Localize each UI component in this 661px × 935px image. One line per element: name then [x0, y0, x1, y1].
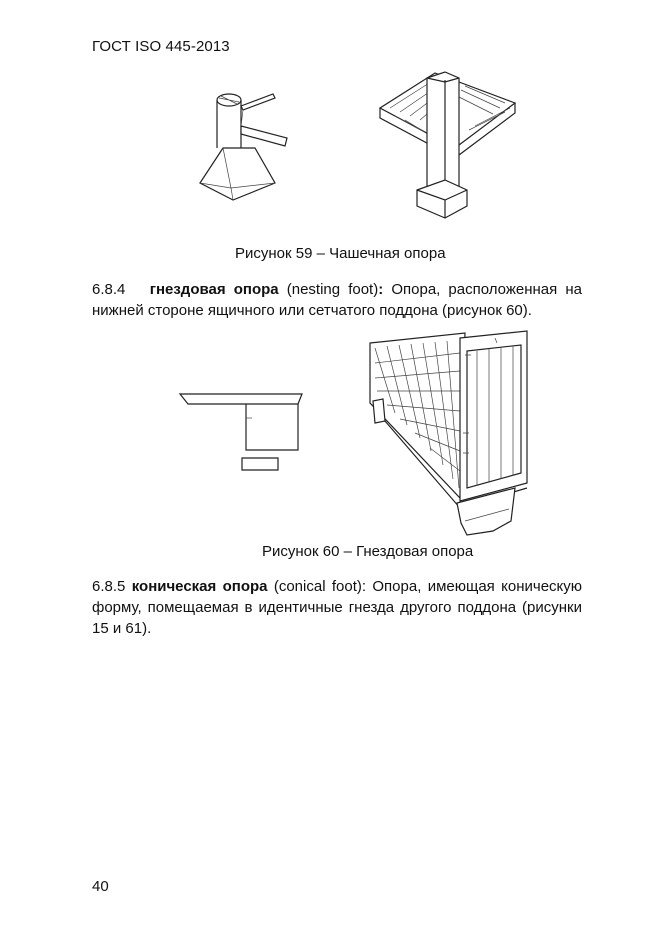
section-6-8-4-number: 6.8.4	[92, 281, 126, 298]
page-number: 40	[92, 878, 109, 895]
figure-60-right-drawing	[365, 333, 530, 543]
section-6-8-4-term: гнездовая опора	[149, 281, 279, 298]
section-6-8-5-number: 6.8.5	[92, 578, 126, 595]
section-6-8-5-definition: : Опора, имеющая коническую форму, помещаемая в идентичные гнезда другого поддона (рисунки 15 и 61).	[92, 578, 583, 637]
section-6-8-4-colon: :	[378, 281, 384, 298]
document-header: ГОСТ ISO 445-2013	[92, 38, 230, 55]
section-6-8-4-english: (nesting foot)	[286, 281, 379, 298]
section-6-8-5-term: коническая опора	[131, 578, 268, 595]
figure-59-left-drawing	[195, 88, 285, 208]
figure-59-right-drawing	[375, 68, 520, 228]
figure-60-caption: Рисунок 60 – Гнездовая опора	[262, 543, 474, 560]
section-6-8-4	[92, 279, 582, 321]
section-6-8-5-english: (conical foot)	[273, 578, 362, 595]
section-6-8-5	[92, 576, 582, 639]
section-6-8-4-definition: Опора, расположенная на нижней стороне ящичного или сетчатого поддона (рисунок 60).	[92, 281, 582, 319]
figure-59-caption: Рисунок 59 – Чашечная опора	[235, 245, 446, 262]
figure-60-left-drawing	[178, 390, 308, 480]
